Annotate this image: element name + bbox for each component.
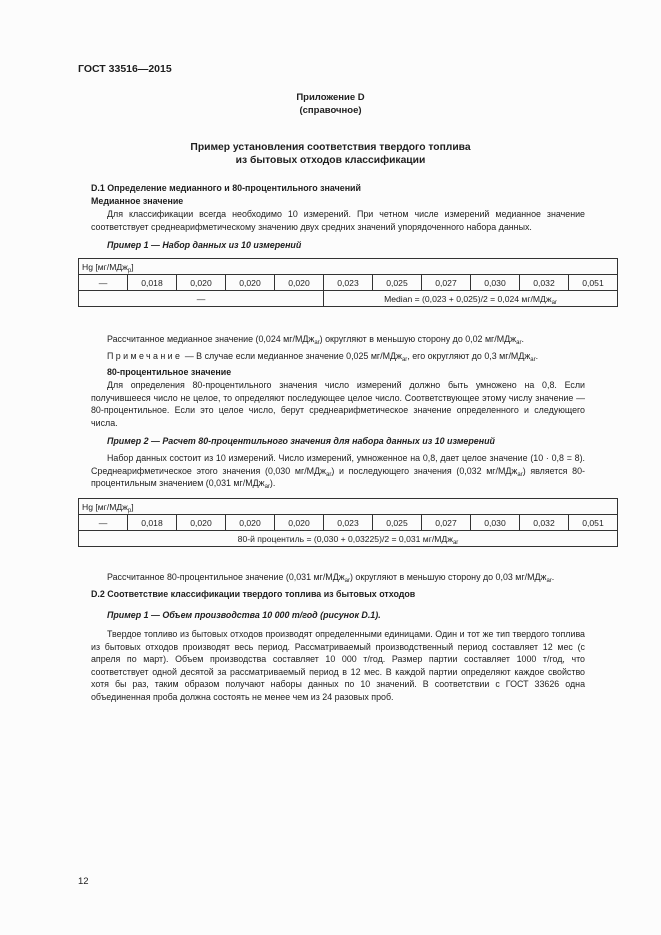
p80-text: Для определения 80-процентильного значения число измерений должно быть умножено на 0,8. Если получившееся число не целое, то определяют последующее целое число. Соответствующее этому числу значение — 80-процентильное. Если это целое число, берут среднеарифметическое значение определенного и следующего числа. — [91, 380, 585, 428]
appendix-title: Приложение D — [296, 92, 365, 103]
table-median-dataset — [78, 258, 618, 307]
table1-row3-left: — — [79, 291, 324, 307]
table1-cell: 0,020 — [177, 275, 226, 291]
table1-cell: 0,032 — [520, 275, 569, 291]
p80-title: 80-процентильное значение — [107, 367, 232, 377]
example2-title: Пример 2 — Расчет 80-процентильного значения для набора данных из 10 измерений — [107, 436, 495, 446]
table-row — [79, 275, 618, 291]
table1-cell: 0,025 — [373, 275, 422, 291]
table2-cell: 0,020 — [177, 515, 226, 531]
table2-cell: 0,023 — [324, 515, 373, 531]
table2-cell: 0,020 — [275, 515, 324, 531]
table2-cell: 0,032 — [520, 515, 569, 531]
section-d1-title: D.1 Определение медианного и 80-процентильного значений — [91, 183, 361, 193]
d2-text: Твердое топливо из бытовых отходов производят определенными единицами. Один и тот же тип твердого топлива из бытовых отходов производят весь период. Рассматриваемый производственный период составляет 12 мес (с апреля по март). Объем производства составляет 10 000 т/год. Размер партии составляет 1000 т/год, что соответствует одной десятой за рассматриваемый период в 12 мес. В каждой партии определяют каждое свойство хотя бы раз, таким образом получают наборы данных по 10 значений. В соответствии с ГОСТ 33626 одна объединенная проба должна состоять не менее чем из 24 разовых проб. — [91, 629, 585, 702]
table-p80-dataset — [78, 498, 618, 547]
table1-cell: 0,027 — [422, 275, 471, 291]
table1-median-formula: Median = (0,023 + 0,025)/2 = 0,024 мг/МДж$_{ar}$ — [324, 291, 618, 307]
table1-cell: 0,030 — [471, 275, 520, 291]
median-text: Для классификации всегда необходимо 10 измерений. При четном числе измерений медианное значение соответствует среднеарифметическому значению двух средних значений упорядоченного набора данных. — [91, 209, 585, 232]
table2-cell: 0,020 — [226, 515, 275, 531]
page-number: 12 — [78, 876, 89, 887]
appendix-subtitle: (справочное) — [299, 105, 362, 116]
d2-example1-title: Пример 1 — Объем производства 10 000 т/год (рисунок D.1). — [107, 610, 381, 620]
p80-result: Рассчитанное 80-процентильное значение (0,031 мг/МДж$_{ar}$) округляют в меньшую сторону до 0,03 мг/МДж$_{ar}$. — [107, 572, 555, 584]
table2-p80-formula: 80-й процентиль = (0,030 + 0,03225)/2 = 0,031 мг/МДж$_{ar}$ — [79, 531, 618, 547]
table2-cell: 0,025 — [373, 515, 422, 531]
table2-unit-label: Hg [мг/МДж$_р$] — [79, 499, 618, 515]
median-result: Рассчитанное медианное значение (0,024 мг/МДж$_{ar}$) округляют в меньшую сторону до 0,02 мг/МДж$_{ar}$. — [107, 334, 524, 346]
median-title: Медианное значение — [91, 196, 184, 206]
document-code: ГОСТ 33516—2015 — [78, 63, 172, 75]
table1-cell: 0,020 — [226, 275, 275, 291]
appendix-heading-line1: Пример установления соответствия твердого топлива — [190, 142, 471, 153]
table2-cell: 0,018 — [128, 515, 177, 531]
table-row — [79, 515, 618, 531]
table1-cell: 0,023 — [324, 275, 373, 291]
note-label: Примечание — [107, 351, 183, 361]
table2-cell: 0,030 — [471, 515, 520, 531]
table2-cell: 0,027 — [422, 515, 471, 531]
table2-cell: 0,051 — [569, 515, 618, 531]
appendix-heading-line2: из бытовых отходов классификации — [235, 155, 426, 166]
example2-text: Набор данных состоит из 10 измерений. Число измерений, умноженное на 0,8, дает целое значение (10 · 0,8 = 8). Среднеарифметическое этого значения (0,030 мг/МДж$_{ar}$) и последующего значения (0,032 мг/МДж$_{ar}$) является 80-процентильным значением (0,031 мг/МДж$_{ar}$). — [91, 453, 585, 491]
section-d2-title: D.2 Соответствие классификации твердого топлива из бытовых отходов — [91, 589, 416, 599]
median-note: Примечание — В случае если медианное значение 0,025 мг/МДж$_{ar}$, его округляют до 0,3 мг/МДж$_{ar}$. — [107, 351, 539, 363]
table2-cell: — — [79, 515, 128, 531]
example1-title: Пример 1 — Набор данных из 10 измерений — [107, 240, 302, 250]
table1-cell: 0,020 — [275, 275, 324, 291]
table1-unit-label: Hg [мг/МДж$_р$] — [79, 259, 618, 275]
table1-cell: 0,051 — [569, 275, 618, 291]
table1-cell: — — [79, 275, 128, 291]
table1-cell: 0,018 — [128, 275, 177, 291]
